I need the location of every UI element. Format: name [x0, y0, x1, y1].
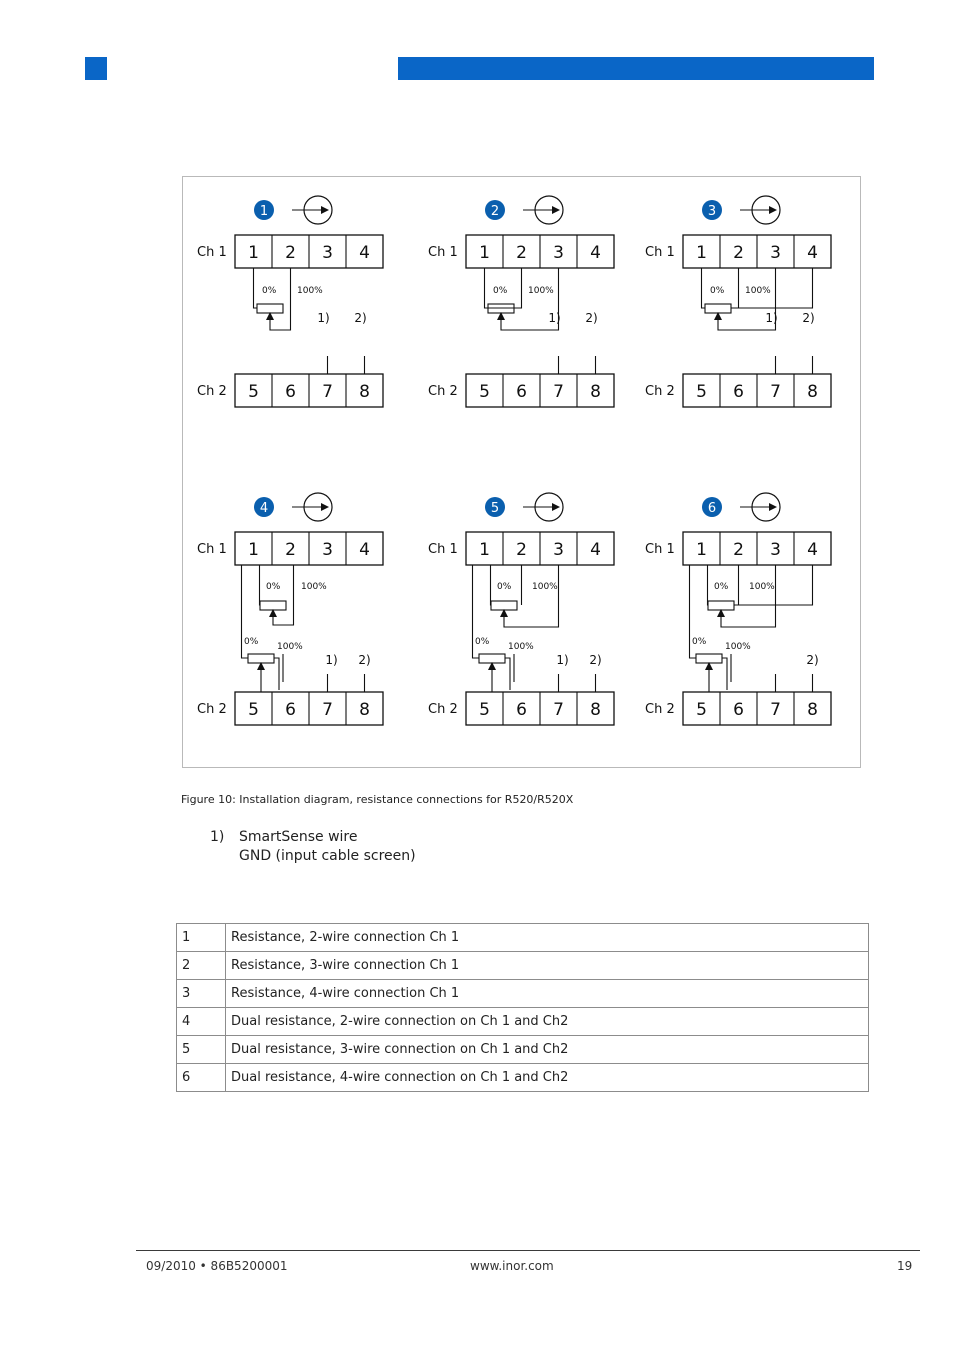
wire: [260, 565, 261, 605]
installation-diagram-figure: [182, 176, 861, 768]
footer-page-number: 19: [897, 1259, 913, 1273]
wire: [274, 658, 279, 690]
percent-low-label: 0%: [475, 637, 490, 647]
terminal-number: 6: [285, 382, 296, 402]
terminal-number: 8: [807, 382, 818, 402]
terminal-number: 3: [322, 243, 333, 263]
badge-number: 4: [259, 501, 269, 516]
percent-high-label: 100%: [301, 582, 327, 592]
terminal-number: 2: [516, 540, 527, 560]
wire: [708, 565, 709, 605]
ch2-label: Ch 2: [197, 702, 227, 717]
terminal-number: 7: [322, 700, 333, 720]
badge-number: 5: [490, 501, 500, 516]
wire: [722, 658, 727, 690]
badge-number: 3: [707, 204, 717, 219]
terminal-number: 6: [285, 700, 296, 720]
resistor-symbol: [248, 654, 274, 663]
percent-high-label: 100%: [528, 286, 554, 296]
terminal-number: 4: [590, 243, 601, 263]
resistor-symbol: [260, 601, 286, 610]
ch1-label: Ch 1: [197, 542, 227, 557]
terminal-number: 1: [248, 243, 259, 263]
header-brand-square: [85, 57, 107, 80]
terminal-number: 8: [359, 700, 370, 720]
header-brand-bar: [398, 57, 874, 80]
terminal-number: 4: [807, 243, 818, 263]
percent-high-label: 100%: [745, 286, 771, 296]
note-gnd-label: 2): [806, 653, 819, 667]
legend-number: 2: [177, 952, 226, 980]
ch2-label: Ch 2: [197, 384, 227, 399]
terminal-number: 3: [553, 540, 564, 560]
percent-low-label: 0%: [244, 637, 259, 647]
terminal-number: 5: [696, 382, 707, 402]
terminal-number: 1: [696, 243, 707, 263]
wire: [485, 268, 489, 308]
wire: [254, 268, 258, 308]
note-gnd-label: 2): [358, 653, 371, 667]
resistor-symbol: [696, 654, 722, 663]
footnote-number: 1): [210, 829, 225, 845]
table-row: [177, 952, 869, 980]
terminal-number: 1: [479, 540, 490, 560]
arrow-head: [769, 206, 777, 214]
terminal-number: 6: [516, 382, 527, 402]
percent-low-label: 0%: [710, 286, 725, 296]
note-smartsense-label: 1): [325, 653, 338, 667]
badge-number: 6: [707, 501, 717, 516]
percent-low-label: 0%: [692, 637, 707, 647]
terminal-number: 1: [696, 540, 707, 560]
resistor-symbol: [708, 601, 734, 610]
terminal-number: 5: [248, 382, 259, 402]
footnote-line-2: GND (input cable screen): [239, 848, 416, 864]
resistor-symbol: [491, 601, 517, 610]
percent-low-label: 0%: [262, 286, 277, 296]
terminal-number: 3: [322, 540, 333, 560]
badge-number: 2: [490, 204, 500, 219]
wire: [505, 658, 510, 690]
wire: [721, 565, 776, 627]
terminal-number: 3: [770, 540, 781, 560]
legend-text: Dual resistance, 3-wire connection on Ch 1 and Ch2: [226, 1036, 869, 1064]
ch1-label: Ch 1: [645, 245, 675, 260]
terminal-number: 7: [553, 382, 564, 402]
wire: [504, 565, 559, 627]
terminal-number: 4: [359, 540, 370, 560]
wire: [491, 565, 492, 605]
terminal-number: 4: [359, 243, 370, 263]
terminal-number: 2: [285, 540, 296, 560]
legend-text: Dual resistance, 2-wire connection on Ch 1 and Ch2: [226, 1008, 869, 1036]
arrow-head: [321, 503, 329, 511]
ch1-label: Ch 1: [428, 542, 458, 557]
legend-number: 3: [177, 980, 226, 1008]
terminal-number: 3: [770, 243, 781, 263]
legend-text: Resistance, 3-wire connection Ch 1: [226, 952, 869, 980]
ch2-label: Ch 2: [428, 384, 458, 399]
legend-text: Dual resistance, 4-wire connection on Ch 1 and Ch2: [226, 1064, 869, 1092]
note-smartsense-label: 1): [317, 311, 330, 325]
terminal-number: 5: [479, 700, 490, 720]
arrow-head: [552, 503, 560, 511]
percent-high-label: 100%: [532, 582, 558, 592]
terminal-number: 6: [516, 700, 527, 720]
terminal-number: 4: [590, 540, 601, 560]
terminal-number: 2: [733, 243, 744, 263]
resistor-symbol: [479, 654, 505, 663]
ch1-label: Ch 1: [645, 542, 675, 557]
terminal-number: 6: [733, 382, 744, 402]
note-smartsense-label: 1): [556, 653, 569, 667]
note-gnd-label: 2): [585, 311, 598, 325]
terminal-number: 5: [479, 382, 490, 402]
ch1-label: Ch 1: [428, 245, 458, 260]
note-smartsense-label: 1): [765, 311, 778, 325]
wire: [702, 268, 706, 308]
percent-high-label: 100%: [725, 642, 751, 652]
note-smartsense-label: 1): [548, 311, 561, 325]
wire: [731, 268, 813, 308]
table-row: [177, 980, 869, 1008]
ch2-label: Ch 2: [645, 702, 675, 717]
percent-low-label: 0%: [714, 582, 729, 592]
legend-number: 5: [177, 1036, 226, 1064]
ch2-label: Ch 2: [428, 702, 458, 717]
terminal-number: 2: [285, 243, 296, 263]
table-row: [177, 1064, 869, 1092]
arrow-head: [552, 206, 560, 214]
badge-number: 1: [259, 204, 269, 219]
footer-doc-id: 09/2010 • 86B5200001: [146, 1259, 288, 1273]
figure-caption: Figure 10: Installation diagram, resistance connections for R520/R520X: [181, 793, 574, 806]
note-gnd-label: 2): [589, 653, 602, 667]
note-gnd-label: 2): [802, 311, 815, 325]
table-row: [177, 924, 869, 952]
terminal-number: 2: [733, 540, 744, 560]
terminal-number: 5: [248, 700, 259, 720]
terminal-number: 8: [590, 382, 601, 402]
terminal-number: 1: [248, 540, 259, 560]
terminal-number: 4: [807, 540, 818, 560]
footnote-line-1: SmartSense wire: [239, 829, 358, 845]
terminal-number: 7: [770, 382, 781, 402]
legend-number: 4: [177, 1008, 226, 1036]
footer-divider: [136, 1250, 920, 1251]
legend-text: Resistance, 2-wire connection Ch 1: [226, 924, 869, 952]
terminal-number: 7: [322, 382, 333, 402]
percent-high-label: 100%: [297, 286, 323, 296]
resistor-symbol: [705, 304, 731, 313]
terminal-number: 3: [553, 243, 564, 263]
terminal-number: 8: [807, 700, 818, 720]
wire: [270, 268, 291, 330]
terminal-number: 8: [590, 700, 601, 720]
terminal-number: 1: [479, 243, 490, 263]
percent-low-label: 0%: [493, 286, 508, 296]
terminal-number: 8: [359, 382, 370, 402]
table-row: [177, 1008, 869, 1036]
terminal-number: 6: [733, 700, 744, 720]
terminal-number: 2: [516, 243, 527, 263]
percent-low-label: 0%: [266, 582, 281, 592]
legend-text: Resistance, 4-wire connection Ch 1: [226, 980, 869, 1008]
terminal-number: 5: [696, 700, 707, 720]
arrow-head: [769, 503, 777, 511]
legend-number: 6: [177, 1064, 226, 1092]
percent-high-label: 100%: [749, 582, 775, 592]
resistor-symbol: [257, 304, 283, 313]
percent-high-label: 100%: [508, 642, 534, 652]
table-row: [177, 1036, 869, 1064]
wiring-diagrams: [183, 177, 862, 769]
footer-website: www.inor.com: [470, 1259, 554, 1273]
terminal-number: 7: [770, 700, 781, 720]
note-gnd-label: 2): [354, 311, 367, 325]
percent-low-label: 0%: [497, 582, 512, 592]
ch1-label: Ch 1: [197, 245, 227, 260]
arrow-head: [321, 206, 329, 214]
terminal-number: 7: [553, 700, 564, 720]
legend-table: [176, 923, 869, 1092]
percent-high-label: 100%: [277, 642, 303, 652]
ch2-label: Ch 2: [645, 384, 675, 399]
legend-number: 1: [177, 924, 226, 952]
